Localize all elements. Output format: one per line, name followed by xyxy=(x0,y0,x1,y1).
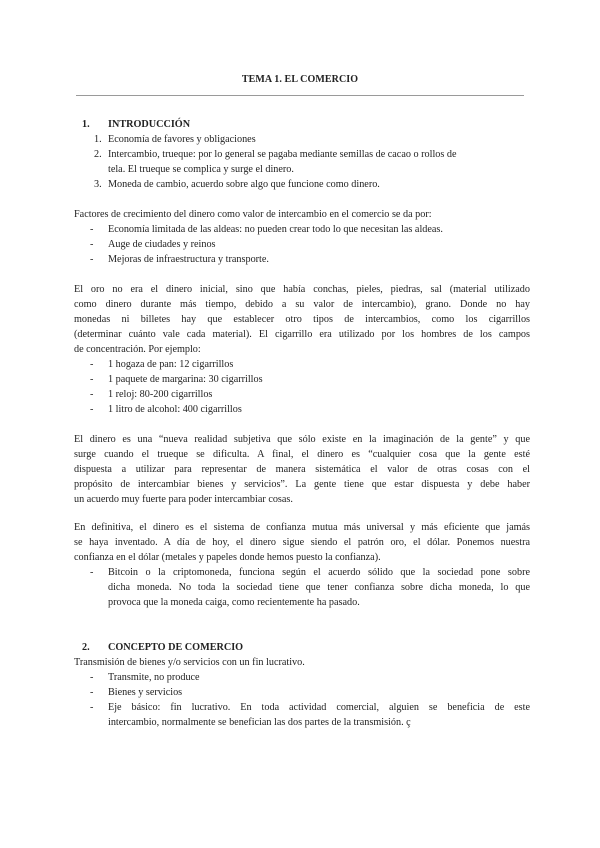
factors-intro: Factores de crecimiento del dinero como valor de intercambio en el comercio se da por: xyxy=(74,209,432,220)
section-1-number: 1. xyxy=(82,119,90,130)
list-item: - Auge de ciudades y reinos xyxy=(90,239,216,250)
list-item: - 1 reloj: 80-200 cigarrillos xyxy=(90,389,213,400)
section-2-title: CONCEPTO DE COMERCIO xyxy=(108,642,244,653)
list-item: - Transmite, no produce xyxy=(90,672,200,683)
intro-numbered-list xyxy=(74,132,530,192)
list-item: - Eje básico: fin lucrativo. En toda actividad comercial, alguien se beneficia de este intercambio, normalmente se benefician las dos partes de la transmisión. ç xyxy=(90,702,530,728)
paragraph-dinero: El dinero es una “nueva realidad subjetiva que sólo existe en la imaginación de la gente” y que surge cuando el trueque se dificulta. A final, el dinero es “cualquier cosa que la gente esté dispuesta a utilizar para representar de manera sistemática el valor de otras cosas con el propósito de intercambiar bienes y servicios”. La gente tiene que estar dispuesta y debe haber un acuerdo muy fuerte para poder intercambiar cosas. xyxy=(74,434,530,505)
section-2-heading xyxy=(74,640,530,655)
list-item: - 1 hogaza de pan: 12 cigarrillos xyxy=(90,359,234,370)
list-item: 3. Moneda de cambio, acuerdo sobre algo que funcione como dinero. xyxy=(94,179,380,190)
section-2-intro: Transmisión de bienes y/o servicios con un fin lucrativo. xyxy=(74,657,305,668)
paragraph-oro: El oro no era el dinero inicial, sino que había conchas, pieles, piedras, sal (material utilizado como dinero durante más tiempo, debido a su valor de intercambio), grano. Donde no hay monedas ni billetes hay que establecer otro tipos de intercambios, como los cigarrillos (determinar cuánto vale cada material). El cigarrillo era utilizado por los hombres de los campos de concentración. Por ejemplo: xyxy=(74,284,530,355)
list-item: - Bitcoin o la criptomoneda, funciona según el acuerdo sólido que la sociedad pone sobre dicha moneda. No toda la sociedad tiene que tener confianza sobre dicha moneda, lo que provoca que la moneda caiga, como recientemente ha pasado. xyxy=(90,567,530,608)
list-item: - 1 litro de alcohol: 400 cigarrillos xyxy=(90,404,242,415)
list-item: - Mejoras de infraestructura y transporte. xyxy=(90,254,269,265)
bitcoin-list xyxy=(74,565,530,610)
title-divider xyxy=(76,95,524,96)
paragraph-definitiva: En definitiva, el dinero es el sistema de confianza mutua más universal y más eficiente que jamás se haya inventado. A día de hoy, el dinero sigue siendo el patrón oro, el dólar. Ponemos nuestra confianza en el dólar (metales y papeles donde hemos puesto la confianza). xyxy=(74,522,530,563)
section-2-list xyxy=(74,670,530,730)
list-item: 1. Economía de favores y obligaciones xyxy=(94,134,256,145)
section-1-title: INTRODUCCIÓN xyxy=(108,119,191,130)
list-item: - Economía limitada de las aldeas: no pueden crear todo lo que necesitan las aldeas. xyxy=(90,224,443,235)
factors-list xyxy=(74,222,530,267)
list-item: - Bienes y servicios xyxy=(90,687,183,698)
section-1-heading xyxy=(74,117,530,132)
list-item: - 1 paquete de margarina: 30 cigarrillos xyxy=(90,374,263,385)
section-2-number: 2. xyxy=(82,642,90,653)
examples-list xyxy=(74,357,530,417)
list-item: 2. Intercambio, trueque: por lo general se pagaba mediante semillas de cacao o rollos de tela. El trueque se complica y surge el dinero. xyxy=(94,149,457,175)
page-title: TEMA 1. EL COMERCIO xyxy=(241,74,359,85)
